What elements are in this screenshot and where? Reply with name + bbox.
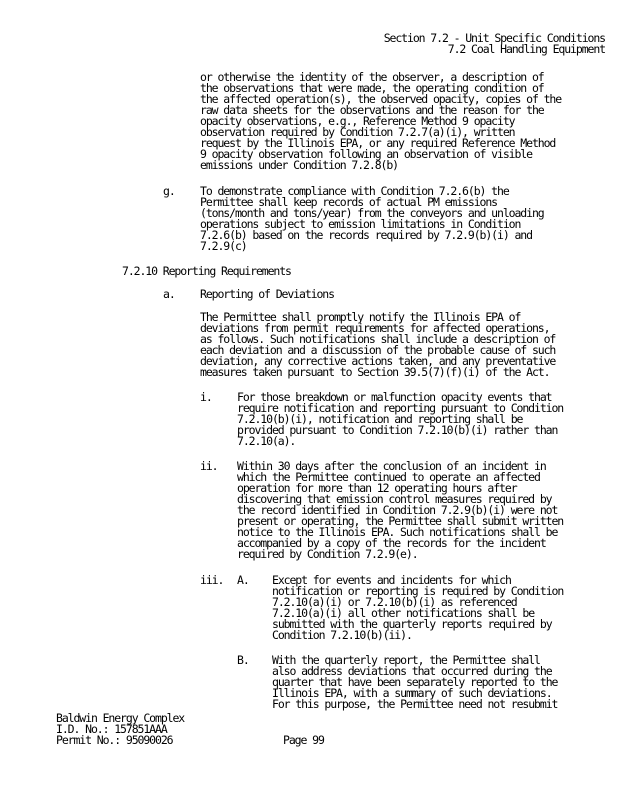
text-line: 7.2.10(a)(i) all other notifications shall be — [272, 606, 535, 620]
text-line: or otherwise the identity of the observer, a description of — [200, 70, 544, 84]
text-line: operation for more than 12 operating hours after — [237, 481, 517, 495]
text-line: observation required by Condition 7.2.7(a)(i), written — [200, 125, 515, 139]
text-line: require notification and reporting pursuant to Condition — [237, 401, 564, 415]
text-line: the record identified in Condition 7.2.9(b)(i) were not — [237, 503, 558, 517]
text-line: 7.2.6(b) based on the records required by 7.2.9(b)(i) and — [200, 228, 532, 242]
text-line: 7.2.10(a)(i) or 7.2.10(b)(i) as referenced — [272, 595, 517, 609]
text-line: measures taken pursuant to Section 39.5(7)(f)(i) of the Act. — [200, 365, 550, 379]
footer-permit-number: Permit No.: 95090026 — [56, 733, 173, 747]
text-line: Permittee shall keep records of actual PM emissions — [200, 195, 498, 209]
footer-facility: Baldwin Energy Complex — [56, 711, 185, 725]
header-line-1: Section 7.2 - Unit Specific Conditions — [383, 31, 605, 45]
text-line: With the quarterly report, the Permittee shall — [272, 653, 540, 667]
text-line: opacity observations, e.g., Reference Method 9 opacity — [200, 114, 515, 128]
item-label: i. — [200, 390, 212, 404]
text-line: accompanied by a copy of the records for the incident — [237, 536, 546, 550]
header-line-2: 7.2 Coal Handling Equipment — [447, 42, 605, 56]
text-line: the observations that were made, the operating condition of — [200, 81, 544, 95]
text-line: 7.2.10(a). — [237, 434, 296, 448]
text-line: Illinois EPA, with a summary of such deviations. — [272, 686, 552, 700]
item-label: a. — [163, 287, 175, 301]
text-line: notice to the Illinois EPA. Such notifications shall be — [237, 525, 558, 539]
text-line: quarter that have been separately reported to the — [272, 675, 558, 689]
section-header — [384, 33, 605, 55]
text-line: emissions under Condition 7.2.8(b) — [200, 158, 399, 172]
text-line: the affected operation(s), the observed opacity, copies of the — [200, 92, 562, 106]
text-line: provided pursuant to Condition 7.2.10(b)(i) rather than — [237, 423, 558, 437]
text-line: raw data sheets for the observations and the reason for the — [200, 103, 544, 117]
text-line: submitted with the quarterly reports required by — [272, 617, 552, 631]
text-line: To demonstrate compliance with Condition 7.2.6(b) the — [200, 184, 509, 198]
page-number: Page 99 — [283, 733, 324, 747]
text-line: required by Condition 7.2.9(e). — [237, 547, 418, 561]
text-line: For this purpose, the Permittee need not resubmit — [272, 697, 558, 711]
text-line: each deviation and a discussion of the probable cause of such — [200, 343, 556, 357]
text-line: 7.2.9(c) — [200, 239, 247, 253]
text-line: The Permittee shall promptly notify the Illinois EPA of — [200, 310, 521, 324]
text-line: also address deviations that occurred during the — [272, 664, 552, 678]
text-line: operations subject to emission limitations in Condition — [200, 217, 521, 231]
text-line: which the Permittee continued to operate an affected — [237, 470, 540, 484]
text-line: notification or reporting is required by Condition — [272, 584, 564, 598]
item-title: Reporting of Deviations — [200, 287, 334, 301]
footer-id-number: I.D. No.: 157851AAA — [56, 722, 167, 736]
text-line: deviation, any corrective actions taken, and any preventative — [200, 354, 556, 368]
text-line: Within 30 days after the conclusion of an incident in — [237, 459, 546, 473]
text-line: 9 opacity observation following an observation of visible — [200, 147, 532, 161]
text-line: 7.2.10(b)(i), notification and reporting shall be — [237, 412, 523, 426]
sub-item-label: B. — [237, 653, 249, 667]
text-line: For those breakdown or malfunction opacity events that — [237, 390, 552, 404]
text-line: deviations from permit requirements for affected operations, — [200, 321, 550, 335]
sub-item-label: A. — [237, 573, 249, 587]
item-label: iii. — [200, 573, 224, 587]
text-line: discovering that emission control measures required by — [237, 492, 552, 506]
text-line: (tons/month and tons/year) from the conveyors and unloading — [200, 206, 544, 220]
text-line: present or operating, the Permittee shall submit written — [237, 514, 564, 528]
item-label: g. — [163, 184, 175, 198]
text-line: Except for events and incidents for which — [272, 573, 511, 587]
text-line: as follows. Such notifications shall include a description of — [200, 332, 556, 346]
item-label: ii. — [200, 459, 218, 473]
text-line: request by the Illinois EPA, or any required Reference Method — [200, 136, 556, 150]
text-line: Condition 7.2.10(b)(ii). — [272, 628, 412, 642]
section-heading: 7.2.10 Reporting Requirements — [122, 264, 291, 278]
